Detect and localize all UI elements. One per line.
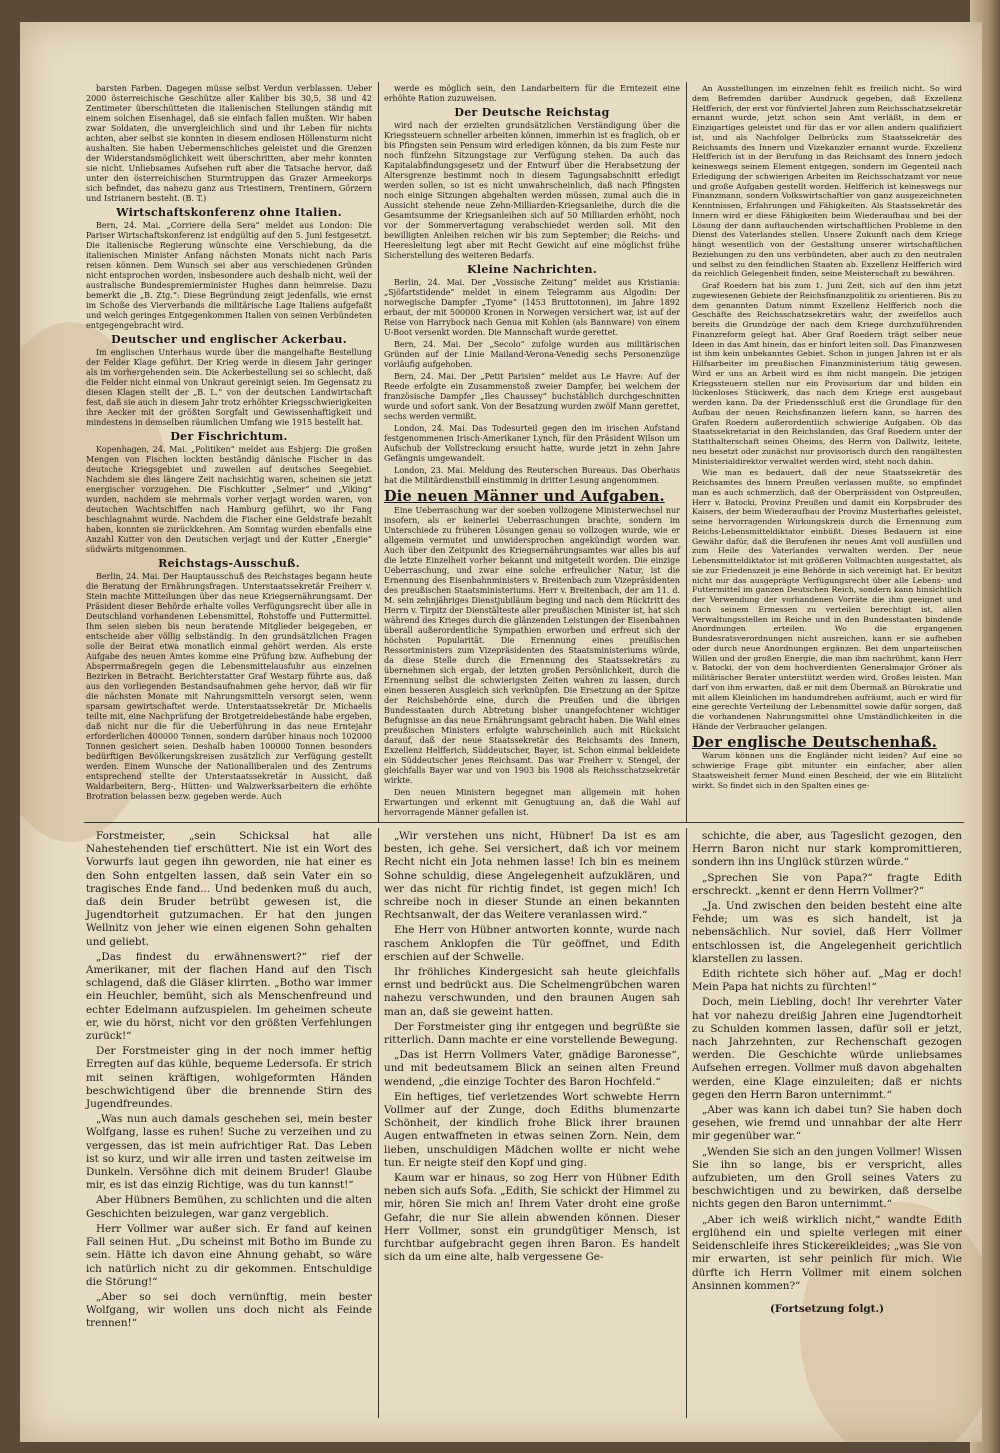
article-heading: Deutscher und englischer Ackerbau. — [111, 333, 347, 346]
paragraph: schichte, die aber, aus Tageslicht gezogen, den Herrn Baron nicht nur stark kompromittieren, sondern ihn ins Unglück stürzen würde.“ — [692, 830, 962, 869]
paragraph: Eine Ueberraschung war der soeben vollzogene Ministerwechsel nur insofern, als er keinerlei Ueberraschungen brachte, sondern im Unterschiede zu früheren Lösungen genau so vollzogen wurde, wie er allgemein vermutet und unwidersprochen angekündigt worden war. Auch über den Zeitpunkt des Kriegsernährungsamtes war alles bis auf die letzte Einzelheit vorher bekannt und mitgeteilt worden. Die einzige Ueberraschung, und zwar eine solche erfreulicher Natur, ist die Ernennung des Eisenbahnministers v. Breitenbach zum Vizepräsidenten des preußischen Staatsministeriums. Herr v. Breitenbach, der am 11. d. M. sein zehnjähriges Dienstjubiläum beging und nach dem Rücktritt des Herrn v. Tirpitz der Dienstälteste aller preußischen Minister ist, hat sich während des Krieges durch die glänzenden Leistungen der Eisenbahnen überall außerordentliche Sympathien erworben und erfreut sich der höchsten Popularität. Die Ernennung eines preußischen Ressortministers zum Vizepräsidenten des Staatsministeriums würde, da diese Stelle durch die Ernennung des Staatssekretärs zu übernehmen sich ergab, der letzten großen Persönlichkeit, durch die Ernennung selbst die schwierigsten Zeiten wahren zu lassen, durch einen besseren Ausgleich sich verknüpfen. Die Ersetzung an der Spitze der Reichsbehörde eine, durch die Preußen und die übrigen Bundesstaaten durch Abtretung bisher unangefochtener wichtiger Befugnisse an das neue Ernährungsamt gebracht haben. Die Wahl eines preußischen Ministers erfolgte wahrscheinlich auch mit Rücksicht darauf, daß der neue Staatssekretär des Reichsamts des Innern, Exzellenz Helfferich, Süddeutscher, Bayer, ist. Schon einmal bekleidete ein Süddeutscher jenes Reichsamt. Das war Freiherr v. Stengel, der gleichfalls Bayer war und von 1903 bis 1908 als Reichsschatzsekretär wirkte. — [384, 506, 680, 785]
paragraph: Berlin, 24. Mai. Der „Vossische Zeitung“ meldet aus Kristiania: „Sjöfartstidende“ meldet in einem Telegramm aus Algodin: Der norwegische Dampfer „Tyome“ (1453 Bruttotonnen), im Jahre 1892 erbaut, der mit 500000 Kronen in Norwegen versichert war, ist auf der Reise von Harrybock nach Genua mit Kohlen (als Bannware) von einem U-Boot versenkt worden. Die Mannschaft wurde gerettet. — [384, 278, 680, 337]
paragraph: Der Forstmeister ging in der noch immer heftig Erregten auf das kühle, bequeme Ledersofa. Er strich mit seinen kräftigen, wohlgeformten Händen beschwichtigend über die brennende Stirn des Jugendfreundes. — [86, 1045, 372, 1111]
paragraph: „Wenden Sie sich an den jungen Vollmer! Wissen Sie ihn so lange, bis er verspricht, alles aufzubieten, um den Groll seines Vaters zu beschwichtigen und zu bewirken, daß derselbe nichts gegen den Baron unternimmt.“ — [692, 1145, 962, 1211]
paragraph: Herr Vollmer war außer sich. Er fand auf keinen Fall seinen Hut. „Du scheinst mit Botho im Bunde zu sein. Hätte ich davon eine Ahnung gehabt, so wäre ich natürlich nicht zu dir gekommen. Entschuldige die Störung!“ — [86, 1222, 372, 1288]
article-heading: Der Deutsche Reichstag — [454, 106, 610, 119]
paragraph: Warum können uns die Engländer nicht leiden? Auf eine so schwierige Frage gibt mitunter ein einfacher, aber allen Staatsweisheit ferner Mund einen Bescheid, der wie ein Blitzlicht wirkt. So findet sich in den Spalten eines ge- — [692, 751, 962, 790]
column-rule — [686, 828, 687, 1418]
paragraph: „Wir verstehen uns nicht, Hübner! Da ist es am besten, ich gehe. Sei versichert, daß ich vor meinem Recht nicht ein Jota nehmen lasse! Ich bin es meinem Sohne schuldig, diese Angelegenheit aufzuklären, und wer das nicht für richtig findet, ist gegen mich! Ich schreibe noch in dieser Stunde an einen bekannten Rechtsanwalt, der das Weitere veranlassen wird.“ — [384, 830, 680, 922]
paragraph: wird nach der erzielten grundsätzlichen Verständigung über die Kriegssteuern schneller arbeiten können, immerhin ist es fraglich, ob er bis Pfingsten sein Pensum wird erledigen können, da bis zum Feste nur noch fünfzehn Sitzungstage zur Verfügung stehen. Da auch das Kapitalabfindungsgesetz und der Entwurf über die Herabsetzung der Altersgrenze bestimmt noch in diesem Tagungsabschnitt erledigt werden sollen, so ist es nicht unwahrscheinlich, daß nach Pfingsten noch einige Sitzungen abgehalten werden müssen, zumal auch die in Aussicht stehende neue Zehn-Milliarden-Kriegsanleihe, durch die die Gesamtsumme der Kriegsanleihen sich auf 50 Milliarden erhöht, noch vor der Sommervertagung verabschiedet werden soll. Mit den bewilligten Anleihen reichen wir bis zum September; die Reichs- und Heeresleitung legt aber mit Recht Gewicht auf eine möglichst frühe Sicherstellung des weiteren Bedarfs. — [384, 121, 680, 260]
section-title: Die neuen Männer und Aufgaben. — [384, 488, 665, 505]
paragraph: Kaum war er hinaus, so zog Herr von Hübner Edith neben sich aufs Sofa. „Edith, Sie schickt der Himmel zu mir, hören Sie mich an! Ihrem Vater droht eine große Gefahr, die nur Sie allein abwenden können. Dieser Herr Vollmer, sonst ein grundgütiger Mensch, ist furchtbar aufgebracht gegen ihren Baron. Es handelt sich da um eine alte, halb vergessene Ge- — [384, 1172, 680, 1264]
article-column-2 — [384, 84, 680, 820]
paragraph: „Aber was kann ich dabei tun? Sie haben doch gesehen, wie fremd und unnahbar der alte Herr mir gegenüber war.“ — [692, 1104, 962, 1143]
article-heading: Der Fischrichtum. — [170, 430, 288, 443]
serial-column-2 — [384, 830, 680, 1267]
paragraph: „Aber so sei doch vernünftig, mein bester Wolfgang, wir wollen uns doch nicht als Feinde trennen!“ — [86, 1290, 372, 1330]
serial-column-3 — [692, 830, 962, 1318]
paragraph: Bern, 24. Mai. „Corriere della Sera“ meldet aus London: Die Pariser Wirtschaftskonferenz ist endgültig auf den 5. Juni festgesetzt. Die italienische Regierung wünschte eine Verschiebung, da die italienischen Minister Anfang nächsten Monats nicht nach Paris reisen können. Dem Wunsch sei aber aus verschiedenen Gründen nicht entsprochen worden, insbesondere auch deshalb nicht, weil der australische Bundespremierminister Hughes dann heimreise. Dazu bemerkt die „B. Ztg.“: Diese Begründung zeigt jedenfalls, wie ernst im Schoße des Vierverbands die militärische Lage Italiens aufgefaßt und welch geringes Entgegenkommen Italien von seinen Verbündeten entgegengebracht wird. — [86, 221, 372, 330]
paragraph: barsten Farben. Dagegen müsse selbst Verdun verblassen. Ueber 2000 österreichische Geschütze aller Kaliber bis 30,5, 38 und 42 Zentimeter überschütteten die italienischen Stellungen ständig mit einem solchen Eisenhagel, daß sie einfach fallen mußten. Wir haben zwar Soldaten, die unvergleichlich sind und ihr Leben für nichts achten, aber selbst sie konnten in diesem endlosen Höllensturm nicht aushalten. Sie haben Uebermenschliches geleistet und die Grenzen der Widerstandsmöglichkeit weit überschritten, aber mehr konnten sie nicht. Unliebsames Aufsehen ruft aber die Tatsache hervor, daß unter den österreichischen Sturmtruppen das Grazer Armeekorps sich befindet, das nahezu ganz aus Triestinern, Trentinern, Görzern und Istrianern besteht. (B. T.) — [86, 84, 372, 203]
article-column-1 — [86, 84, 372, 804]
paragraph: „Aber ich weiß wirklich nicht,“ wandte Edith erglühend ein und spielte verlegen mit einer Seidenschleife ihres Stickereikleides; „was Sie von mir erwarten, ist sehr peinlich für mich. Wie dürfte ich Herrn Vollmer mit einem solchen Ansinnen kommen?“ — [692, 1213, 962, 1292]
article-column-3 — [692, 84, 962, 792]
paragraph: werde es möglich sein, den Landarbeitern für die Erntezeit eine erhöhte Ration zuzuweisen. — [384, 84, 680, 103]
column-rule — [378, 82, 379, 822]
article-heading: Wirtschaftskonferenz ohne Italien. — [116, 206, 342, 219]
column-rule — [378, 828, 379, 1418]
serial-column-1 — [86, 830, 372, 1333]
paragraph: Edith richtete sich höher auf. „Mag er doch! Mein Papa hat nichts zu fürchten!“ — [692, 968, 962, 994]
paragraph: Ehe Herr von Hübner antworten konnte, wurde nach raschem Anklopfen die Tür geöffnet, und Edith erschien auf der Schwelle. — [384, 924, 680, 963]
paragraph: „Was nun auch damals geschehen sei, mein bester Wolfgang, lasse es ruhen! Suche zu verzeihen und zu vergessen, das ist mein aufrichtiger Rat. Das Leben ist so kurz, und wir alle irren und tasten zeitweise im Dunkeln. Versöhne dich mit deinem Bruder! Glaube mir, es ist das einzig Richtige, was du tun kannst!“ — [86, 1113, 372, 1192]
paragraph: „Das findest du erwähnenswert?“ rief der Amerikaner, mit der flachen Hand auf den Tisch schlagend, daß die Gläser klirrten. „Botho war immer ein Heuchler, bemüht, sich als Menschenfreund und echter Edelmann aufzuspielen. Im geheimen scheute er, wie du hörst, nicht vor den größten Verfehlungen zurück!“ — [86, 950, 372, 1043]
paragraph: Kopenhagen, 24. Mai. „Politiken“ meldet aus Esbjerg: Die großen Mengen von Fischen lockten beständig dänische Fischer in das deutsche Kriegsgebiet und zuweilen auf deutsches Seegebiet. Nachdem sie dies längere Zeit nachsichtig waren, scheinen sie jetzt energischer vorzugehen. Die Fischkutter „Selmer“ und „Viking“ wurden, nachdem sie mehrmals vorher verjagt worden waren, von deutschen Wachtschiffen nach Hamburg geführt, wo ihr Fang beschlagnahmt wurde. Nachdem die Fischer eine Geldstrafe bezahlt haben, konnten sie zurückkehren. Am Sonntag wurden ebenfalls eine Anzahl Kutter von den Deutschen verjagt und der Kutter „Energie“ südwärts mitgenommen. — [86, 445, 372, 554]
article-heading: Reichstags-Ausschuß. — [158, 557, 300, 570]
paragraph: Berlin, 24. Mai. Der Hauptausschuß des Reichstages begann heute die Beratung der Ernährungsfragen. Unterstaatssekretär Freiherr v. Stein machte Mitteilungen über das neue Kriegsernährungsamt. Der Präsident dieser Behörde erhalte volles Verfügungsrecht über alle in Deutschland vorhandenen Lebensmittel, Rohstoffe und Futtermittel. Ihm seien sieben bis neun beratende Mitglieder beigegeben, er entscheide aber völlig selbständig. In den grundsätzlichen Fragen solle der Beirat etwa monatlich einmal gehört werden. Als erste Aufgabe des neuen Amtes komme eine Prüfung bzw. Aufhebung der Absperrmaßregeln gegen die Lebensmittelausfuhr aus einzelnen Bezirken in Betracht. Berichterstatter Graf Westarp führte aus, daß aus den vorliegenden Bestandsaufnahmen gehe hervor, daß wir für die nächsten Monate mit Nahrungsmitteln versorgt seien, wenn sparsam gewirtschaftet werde. Unterstaatssekretär Dr. Michaelis teilte mit, eine Nachprüfung der Brotgetreidebestände habe ergeben, daß nicht nur die für die Ueberführung in das neue Erntejahr erforderlichen 400000 Tonnen, sondern darüber hinaus noch 102000 Tonnen gesichert seien. Deshalb haben 100000 Tonnen besonders bedürftigen Bevölkerungskreisen zusätzlich zur Verfügung gestellt werden. Einem Wunsche der Nationalliberalen und des Zentrums entsprechend stellte der Unterstaatssekretär in Aussicht, daß Waldarbeitern, Berg-, Hütten- und Walzwerksarbeitern die erhöhte Brotration belassen bezw. gegeben werde. Auch — [86, 572, 372, 801]
paragraph: Aber Hübners Bemühen, zu schlichten und die alten Geschichten beizulegen, war ganz vergeblich. — [86, 1194, 372, 1220]
paragraph: „Das ist Herrn Vollmers Vater, gnädige Baronesse“, und mit bedeutsamem Blick an seinen alten Freund wendend, „die einzige Tochter des Baron Hochfeld.“ — [384, 1049, 680, 1088]
continuation-note: (Fortsetzung folgt.) — [769, 1302, 885, 1315]
paragraph: London, 24. Mai. Das Todesurteil gegen den im irischen Aufstand festgenommenen Irisch-Amerikaner Lynch, für den Präsident Wilson um Aufschub der Vollstreckung ersucht hatte, wurde jetzt in zehn Jahre Gefängnis umgewandelt. — [384, 424, 680, 463]
paragraph: Ihr fröhliches Kindergesicht sah heute gleichfalls ernst und bedrückt aus. Die Schelmengrübchen waren nahezu verschwunden, und den braunen Augen sah man an, daß sie geweint hatten. — [384, 966, 680, 1018]
paragraph: Graf Roedern hat bis zum 1. Juni Zeit, sich auf den ihm jetzt zugewiesenen Gebiete der Reichsfinanzpolitik zu orientieren. Bis zu dem genannten Datum nimmt Exzellenz Helfferich noch die Geschäfte des Reichsschatzsekretärs wahr, der zweifellos auch bereits die Grundzüge der nach dem Kriege durchzuführenden Finanzreform gelegt hat. Aber Graf Roedern trägt selber neue Ideen in das Amt hinein, das er hinfort leiten soll. Das Finanzwesen ist ihm kein unbekanntes Gebiet. Schon in jungen Jahren ist er als Hilfsarbeiter im preußischen Finanzministerium tätig gewesen. Wird er uns an Arbeit wird es ihm nicht mangeln. Die jetzigen Kriegssteuern stellen nur ein Provisorium dar und bilden ein lückenloses Stückwerk, das nach dem Kriege erst ausgebaut werden kann. Da der Friedensschluß erst die Grundlage für den Aufbau der neuen Reichsfinanzen liefern kann, so harren des Grafen Roedern außerordentlich schwierige Aufgaben. Ob das Staatssekretariat in den Reichslanden, das Graf Roedern unter der Statthalterschaft seines Oheims, des Herrn von Dallwitz, leitete, neu besetzt oder zunächst nur provisorisch durch den rangältesten Ministerialdirektor verwaltet werden wird, steht noch dahin. — [692, 281, 962, 466]
paragraph: Ein heftiges, tief verletzendes Wort schwebte Herrn Vollmer auf der Zunge, doch Ediths blumenzarte Schönheit, der kindlich frohe Blick ihrer braunen Augen entwaffneten in etwas seinen Zorn. Nein, dem lieben, unschuldigen Mädchen wollte er nicht wehe tun. Er neigte steif den Kopf und ging. — [384, 1090, 680, 1169]
paragraph: Den neuen Ministern begegnet man allgemein mit hohen Erwartungen und erkennt mit Genugtuung an, daß die Wahl auf hervorragende Männer gefallen ist. — [384, 788, 680, 817]
serial-separator-rule — [84, 822, 964, 823]
section-title: Der englische Deutschenhaß. — [692, 733, 937, 751]
paragraph: „Ja. Und zwischen den beiden besteht eine alte Fehde; um was es sich handelt, ist ja nebensächlich. Nur soviel, daß Herr Vollmer entschlossen ist, die Angelegenheit gerichtlich klarstellen zu lassen. — [692, 900, 962, 965]
column-rule — [686, 82, 687, 822]
paragraph: Der Forstmeister ging ihr entgegen und begrüßte sie ritterlich. Dann machte er eine vorstellende Bewegung. — [384, 1020, 680, 1047]
paragraph: London, 23. Mai. Meldung des Reuterschen Bureaus. Das Oberhaus hat die Militärdienstbill einstimmig in dritter Lesung angenommen. — [384, 466, 680, 485]
paragraph: Im englischen Unterhaus wurde über die mangelhafte Bestellung der Felder Klage geführt. Der Krieg werde in diesem Jahr geringer als im vorhergehenden sein. Die Ackerbestellung sei so schlecht, daß die Felder nicht einmal von Unkraut gereinigt seien. Im Gegensatz zu diesen Klagen stellt der „B. L.“ von der deutschen Landwirtschaft fest, daß sie auch in diesem Jahr trotz erhöhter Kriegsschwierigkeiten ihre Aecker mit der größten Sorgfalt und Gewissenhaftigkeit und mindestens in demselben räumlichen Umfang wie 1915 bestellt hat. — [86, 348, 372, 427]
paragraph: An Ausstellungen im einzelnen fehlt es freilich nicht. So wird dem Befremden darüber Ausdruck gegeben, daß Exzellenz Helfferich, der erst vor fünfviertel Jahren zum Reichsschatzsekretär ernannt wurde, jetzt schon sein Amt verläßt, in dem er Einzigartiges geleistet und für das er vor allen andern qualifiziert ist, und als Nachfolger Delbrücks zum Staatssekretär des Reichsamts des Innern und Vizekanzler ernannt wurde. Exzellenz Helfferich ist in der Berufung in das Reichsamt des Innern jedoch keineswegs seinem Element entgegen, sondern im Gegenteil nach Erledigung der schwierigen Arbeiten im Reichsschatzamt vor neue und große Aufgaben gestellt worden. Helfferich ist keineswegs nur Finanzmann, sondern Volkswirtschaftler von ganz ausgezeichneten Kenntnissen, Erfahrungen und Fähigkeiten. Als Staatssekretär des Innern wird er diese Fähigkeiten beim Wiederaufbau und bei der Lösung der dann auftauchenden wirtschaftlichen Probleme in den Dienst des Vaterlandes stellen. Unsere Zukunft nach dem Kriege hängt wesentlich von der Gestaltung unserer wirtschaftlichen Beziehungen zu den uns verbündeten, aber auch zu den neutralen und selbst zu den feindlichen Staaten ab. Exzellenz Helfferich wird da reichlich Gelegenheit finden, seine Meisterschaft zu bewähren. — [692, 84, 962, 279]
paragraph: Bern, 24. Mai. Der „Secolo“ zufolge wurden aus militärischen Gründen auf der Linie Mailand-Verona-Venedig sechs Personenzüge vorläufig aufgehoben. — [384, 340, 680, 369]
paragraph: „Sprechen Sie von Papa?“ fragte Edith erschreckt. „kennt er denn Herrn Vollmer?“ — [692, 871, 962, 897]
article-heading: Kleine Nachrichten. — [467, 263, 597, 276]
paragraph: Doch, mein Liebling, doch! Ihr verehrter Vater hat vor nahezu dreißig Jahren eine Jugendtorheit zu Schulden kommen lassen, dafür soll er jetzt, nach Jahrzehnten, zur Rechenschaft gezogen werden. Die Geschichte würde unliebsames Aufsehen erregen. Vollmer muß davon abgehalten werden, eine Klage einzuleiten; daß er nichts gegen den Herrn Baron unternimmt.“ — [692, 996, 962, 1101]
paragraph: Bern, 24. Mai. Der „Petit Parisien“ meldet aus Le Havre: Auf der Reede erfolgte ein Zusammenstoß zweier Dampfer, bei welchem der französische Dampfer „Iles Chaussey“ buchstäblich durchgeschnitten wurde und sofort sank. Von der Besatzung wurden zwölf Mann gerettet, sechs werden vermißt. — [384, 372, 680, 421]
paragraph: Wie man es bedauert, daß der neue Staatssekretär des Reichsamtes des Innern Preußen verlassen mußte, so empfindet man es auch schmerzlich, daß der Oberpräsident von Ostpreußen, Herr v. Batocki, Provinz Preußen und damit ein Korpsbruder des Kaisers, der beim Wiederaufbau der Provinz Musterhaftes geleistet, seine hervorragenden Wirkungskreis durch die Ernennung zum Reichs-Lebensmitteldiktator einbüßt. Dieses Bedauern ist eine Gewähr dafür, daß die Berufenen ihr neues Amt voll ausfüllen und zum Heile des Vaterlandes verwalten werden. Der neue Lebensmitteldiktator ist mit größeren Vollmachten ausgestattet, als sie zur Friedenszeit je eine Behörde in sich vereinigt hat. Er besitzt nicht nur das ausgeprägte Verfügungsrecht über alle Lebens- und Futtermittel im ganzen Deutschen Reich, sondern kann hinsichtlich der Verwendung der vorhandenen Vorräte die ihm geeignet und nach seinem Ermessen zu verteilen berechtigt ist, allen Verwaltungsstellen im Reiche und in den Bundesstaaten bindende Anordnungen erteilen. Wo die ergangenen Bundesratsverordnungen nicht ausreichen, kann er sie aufheben oder durch neue Anordnungen ergänzen. Bei dem unparteiischen Willen und der großen Energie, die man ihm nachrühmt, kann Herr v. Batocki, der von dem hochverdienten Generalmajor Gröner als militärischer Berater unterstützt werden wird, Großes leisten. Man darf von ihm erwarten, daß er mit dem Übermaß an Bürokratie und mit allem Kleinlichen im handumdrehen aufräumt, auch er wird für eine gerechte Verteilung der Lebensmittel sowie dafür sorgen, daß die vorhandenen Nahrungsmittel ohne Umständlichkeiten in die Hände der Verbraucher gelangen. — [692, 468, 962, 731]
paragraph: Forstmeister, „sein Schicksal hat alle Nahestehenden tief erschüttert. Nie ist ein Wort des Vorwurfs laut gegen ihn geworden, nie hat einer es den Sohn entgelten lassen, daß sein Vater ein so tragisches Ende fand... Und bedenken muß du auch, daß dein Bruder betrübt gewesen ist, die Jugendtorheit gutzumachen. Er hat den jungen Wellnitz von jeher wie einen eigenen Sohn gehalten und geliebt. — [86, 830, 372, 948]
